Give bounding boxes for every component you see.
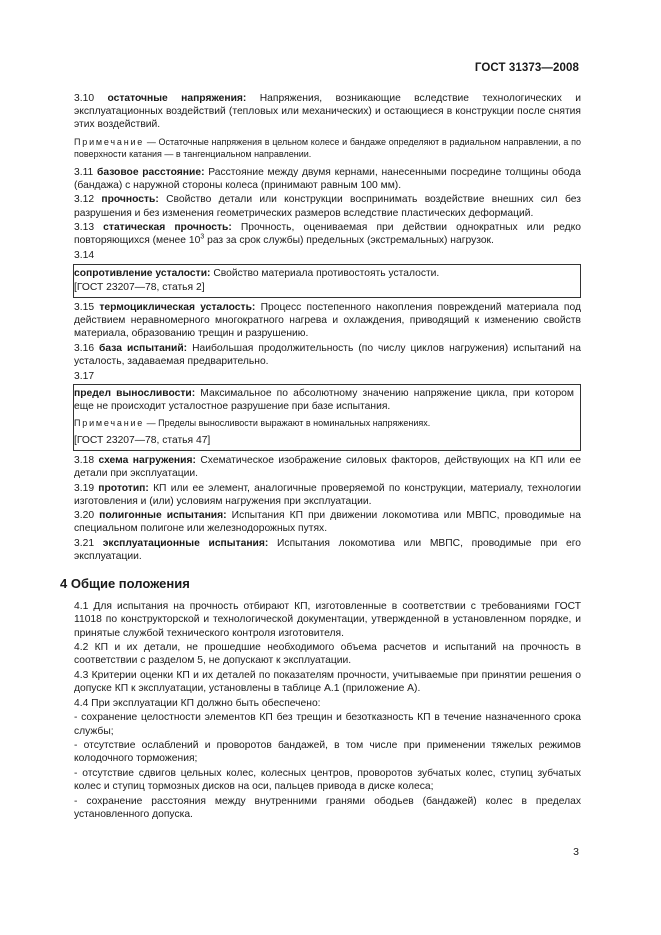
term-name: эксплуатационные испытания: [102,538,269,550]
note-residual-stress [74,136,581,160]
term-3-20 [74,509,581,535]
term-3-16 [74,342,581,368]
term-name: термоциклическая усталость: [99,301,256,313]
term-3-14 [74,267,574,280]
term-number: 3.15 [74,301,95,313]
note-text: — Остаточные напряжения в цельном колесе и бандаже определяют в радиальном направлении, а по поверхности катания — в тангенциальном направлении. [74,137,581,160]
page-header-doc-id: ГОСТ 31373—2008 [474,62,579,74]
term-reference: [ГОСТ 23207—78, статья 2] [74,281,205,293]
note-endurance-limit [74,417,574,429]
term-3-13 [74,221,581,247]
note-text: — Пределы выносливости выражают в номинальных напряжениях. [146,418,431,429]
term-number: 3.20 [74,510,95,522]
term-definition: Схематическое изображение силовых факторов, действующих на КП или ее детали при эксплуатации. [74,454,581,479]
term-3-18 [74,454,581,480]
term-number: 3.12 [74,194,95,206]
term-number: 3.11 [74,166,94,178]
term-definition: Прочность, оцениваемая при действии однократных или редко повторяющихся (менее 10 [74,222,581,247]
term-number: 3.18 [74,454,95,466]
term-name: статическая прочность: [103,222,232,234]
term-definition: Расстояние между двумя кернами, нанесенными посредине толщины обода (бандажа) с наружной стороны колеса (принимают равным 100 мм). [74,166,581,191]
term-name: остаточные напряжения: [107,93,247,104]
term-name: сопротивление усталости: [74,267,211,279]
note-label: Примечание [74,418,145,429]
term-name: полигонные испытания: [99,510,227,522]
term-3-17-number: 3.17 [74,370,95,382]
term-3-19 [74,482,581,508]
term-name: прочность: [101,194,159,206]
term-3-17 [74,387,574,413]
page-content [60,92,581,823]
term-number: 3.10 [74,93,95,104]
list-item: - отсутствие сдвигов цельных колес, колесных центров, проворотов зубчатых колес, ступиц зубчатых колес и ступиц тормозных дисков на оси, пальцев привода в диске колеса; [74,768,581,793]
term-definition-cont: раз за срок службы) предельных (экстремальных) нагрузок. [204,235,494,247]
paragraph-4-3: 4.3 Критерии оценки КП и их деталей по показателям прочности, учитываемые при принятии решения о допуске КП к эксплуатации, установлены в таблице А.1 (приложение А). [74,670,581,695]
term-3-15 [74,301,581,340]
term-3-11 [74,166,581,192]
term-name: схема нагружения: [98,454,196,466]
term-definition: Испытания КП при движении локомотива или МВПС, проводимые на специальном полигоне или железнодорожных путях. [74,510,581,535]
list-item: - отсутствие ослаблений и проворотов бандажей, в том числе при применении тяжелых режимов колодочного торможения; [74,740,581,765]
term-definition: Свойство материала противостоять усталости. [213,267,440,279]
term-definition: Максимальное по абсолютному значению напряжение цикла, при котором еще не происходит усталостное разрушение при базе испытания. [74,388,574,413]
term-number: 3.19 [74,482,95,494]
term-name: базовое расстояние: [96,166,205,178]
term-number: 3.13 [74,222,95,234]
paragraph-4-4: 4.4 При эксплуатации КП должно быть обеспечено: [74,697,321,709]
term-3-14-box [73,264,581,298]
note-label: Примечание [74,137,145,148]
term-reference: [ГОСТ 23207—78, статья 47] [74,434,211,446]
term-definition: КП или ее элемент, аналогичные проверяемой по конструкции, материалу, технологии изготовления и (или) условиям нагружения при эксплуатации. [74,482,581,507]
paragraph-4-1: 4.1 Для испытания на прочность отбирают КП, изготовленные в соответствии с требованиями ГОСТ 11018 по конструкторской и технологической документации, утвержденной в установленном порядке, и принятые службой технического контроля изготовителя. [74,601,581,639]
page-number: 3 [573,846,579,858]
term-3-14-number: 3.14 [74,250,95,262]
paragraph-4-2: 4.2 КП и их детали, не прошедшие необходимого объема расчетов и испытаний на прочность в соответствии с разделом 5, не допускают к эксплуатации. [74,642,581,667]
term-3-17-box [73,384,581,450]
list-item: - сохранение расстояния между внутренними гранями ободьев (бандажей) колес в пределах установленного допуска. [74,795,581,820]
term-3-21 [74,537,581,563]
term-definition: Напряжения, возникающие вследствие технологических и эксплуатационных воздействий (тепловых или механических) и остающиеся в конструкции после снятия этих воздействий. [74,93,581,131]
term-number: 3.16 [74,342,95,354]
term-3-10 [74,92,581,131]
list-item: - сохранение целостности элементов КП без трещин и безотказность КП в течение назначенного срока службы; [74,712,581,737]
term-definition: Процесс постепенного накопления повреждений материала под действием неравномерного многократного нагрева и охлаждения, приводящий к изменению свойств материала, образованию трещин и разрушению. [74,301,581,340]
term-name: предел выносливости: [74,388,196,400]
term-3-12 [74,193,581,219]
term-definition: Испытания локомотива или МВПС, проводимые при его эксплуатации. [74,538,581,563]
term-name: прототип: [98,482,149,494]
section-4-title: 4 Общие положения [60,576,190,592]
exponent: 3 [200,233,205,241]
term-definition: Свойство детали или конструкции воспринимать воздействие внешних сил без разрушения и без изменения геометрических размеров вследствие пластических деформаций. [74,194,581,219]
term-number: 3.21 [74,538,95,550]
term-definition: Наибольшая продолжительность (по числу циклов нагружения) испытаний на усталость, задаваемая предварительно. [74,342,581,367]
term-name: база испытаний: [99,342,188,354]
